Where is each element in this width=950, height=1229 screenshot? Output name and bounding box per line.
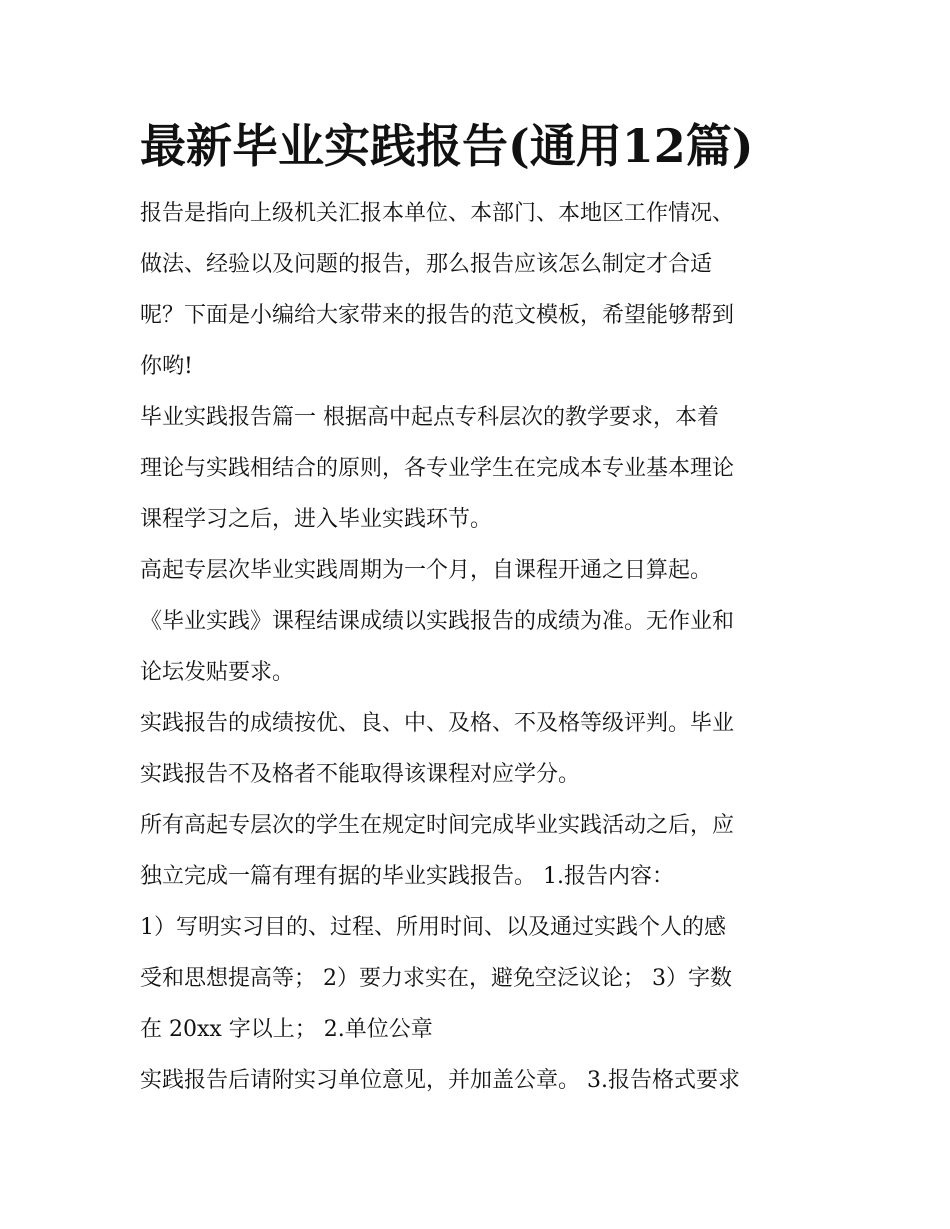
text-line: 高起专层次毕业实践周期为一个月，自课程开通之日算起。 xyxy=(140,558,713,583)
text-line: 课程学习之后，进入毕业实践环节。 xyxy=(140,507,493,532)
text-line: 《毕业实践》课程结课成绩以实践报告的成绩为准。无作业和 xyxy=(140,609,735,634)
text-line: 理论与实践相结合的原则，各专业学生在完成本专业基本理论 xyxy=(140,456,735,481)
paragraph-period xyxy=(140,545,820,596)
text-line: 实践报告不及格者不能取得该课程对应学分。 xyxy=(140,762,581,787)
text-line: 1）写明实习目的、过程、所用时间、以及通过实践个人的感 xyxy=(140,915,726,940)
document-page xyxy=(140,110,820,1106)
text-line: 独立完成一篇有理有据的毕业实践报告。 1.报告内容： xyxy=(140,864,674,889)
paragraph-report-requirements xyxy=(140,800,820,1055)
text-line: 实践报告的成绩按优、良、中、及格、不及格等级评判。毕业 xyxy=(140,711,735,736)
paragraph-grading-basis xyxy=(140,596,820,698)
text-line: 论坛发贴要求。 xyxy=(140,660,295,685)
paragraph-seal xyxy=(140,1055,820,1106)
paragraph-intro xyxy=(140,188,820,392)
paragraph-grading-levels xyxy=(140,698,820,800)
document-title: 最新毕业实践报告(通用12篇) xyxy=(140,119,754,173)
text-line: 呢？下面是小编给大家带来的报告的范文模板，希望能够帮到 xyxy=(140,303,735,328)
text-line: 实践报告后请附实习单位意见，并加盖公章。 3.报告格式要求 xyxy=(140,1068,740,1093)
paragraph-section-one xyxy=(140,392,820,545)
text-line: 在 20xx 字以上； 2.单位公章 xyxy=(140,1017,433,1042)
text-line: 做法、经验以及问题的报告，那么报告应该怎么制定才合适 xyxy=(140,252,713,277)
text-line: 报告是指向上级机关汇报本单位、本部门、本地区工作情况、 xyxy=(140,201,735,226)
text-line: 受和思想提高等； 2）要力求实在，避免空泛议论； 3）字数 xyxy=(140,966,732,991)
text-line: 毕业实践报告篇一 根据高中起点专科层次的教学要求，本着 xyxy=(140,405,719,430)
text-line: 你哟! xyxy=(140,354,193,379)
text-line: 所有高起专层次的学生在规定时间完成毕业实践活动之后，应 xyxy=(140,813,735,838)
